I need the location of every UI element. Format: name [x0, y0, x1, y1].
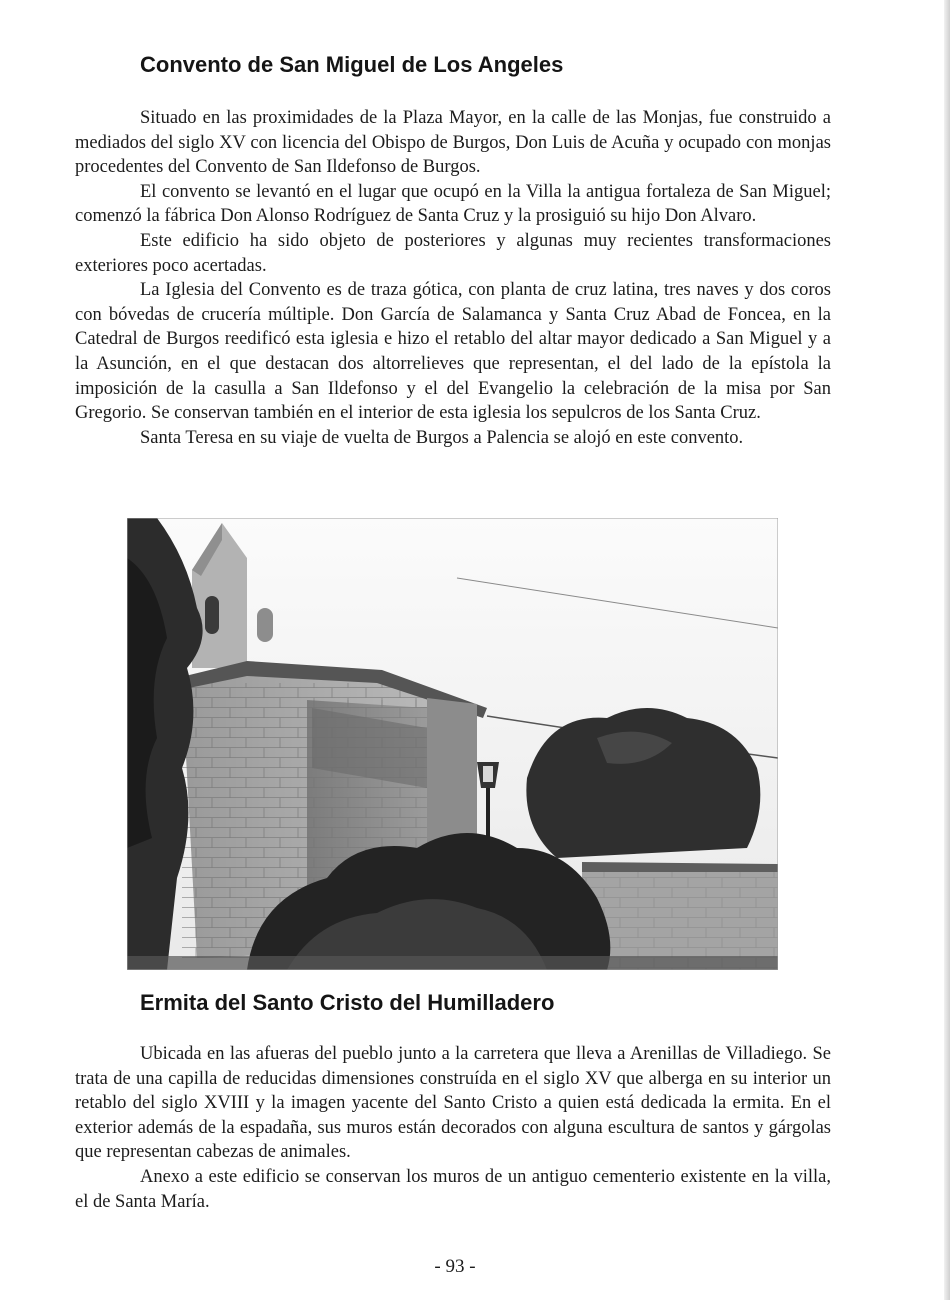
paragraph: El convento se levantó en el lugar que ocupó en la Villa la antigua fortaleza de San Miguel; comenzó la fábrica Don Alonso Rodríguez de Santa Cruz y la prosiguió su hijo Don Alvaro.	[75, 181, 831, 227]
paragraph: Este edificio ha sido objeto de posteriores y algunas muy recientes transformaciones exteriores poco acertadas.	[75, 230, 831, 276]
section-title-ermita: Ermita del Santo Cristo del Humilladero	[140, 990, 555, 1015]
page-number: - 93 -	[434, 1256, 476, 1277]
paragraph: Ubicada en las afueras del pueblo junto a la carretera que lleva a Arenillas de Villadiego. Se trata de una capilla de reducidas dimensiones construída en el siglo XV que alberga en su interior un retablo del siglo XVIII y la imagen yacente del Santo Cristo a quien está dedicada la ermita. En el exterior además de la espadaña, sus muros están decorados con alguna escultura de santos y gárgolas que representan cabezas de animales.	[75, 1044, 831, 1163]
page-edge	[944, 0, 950, 1300]
section-body-convento	[75, 106, 831, 450]
paragraph: Anexo a este edificio se conservan los muros de un antiguo cementerio existente en la villa, el de Santa María.	[75, 1166, 831, 1212]
paragraph: Santa Teresa en su viaje de vuelta de Burgos a Palencia se alojó en este convento.	[140, 427, 744, 448]
section-body-ermita	[75, 1042, 831, 1214]
section-title-convento: Convento de San Miguel de Los Angeles	[140, 52, 564, 77]
hermitage-photo-drawing	[127, 518, 778, 970]
paragraph: Situado en las proximidades de la Plaza Mayor, en la calle de las Monjas, fue construido a mediados del siglo XV con licencia del Obispo de Burgos, Don Luis de Acuña y ocupado con monjas procedentes del Convento de San Ildefonso de Burgos.	[75, 108, 831, 178]
paragraph: La Iglesia del Convento es de traza gótica, con planta de cruz latina, tres naves y dos coros con bóvedas de crucería múltiple. Don García de Salamanca y Santa Cruz Abad de Foncea, en la Catedral de Burgos reedificó esta iglesia e hizo el retablo del altar mayor dedicado a San Miguel y a la Asunción, en el que destacan dos altorrelieves que representan, el del lado de la epístola la imposición de la casulla a San Ildefonso y el del Evangelio la celebración de la misa por San Gregorio. Se conservan también en el interior de esta iglesia los sepulcros de los Santa Cruz.	[75, 280, 831, 424]
hermitage-photo	[127, 518, 778, 970]
